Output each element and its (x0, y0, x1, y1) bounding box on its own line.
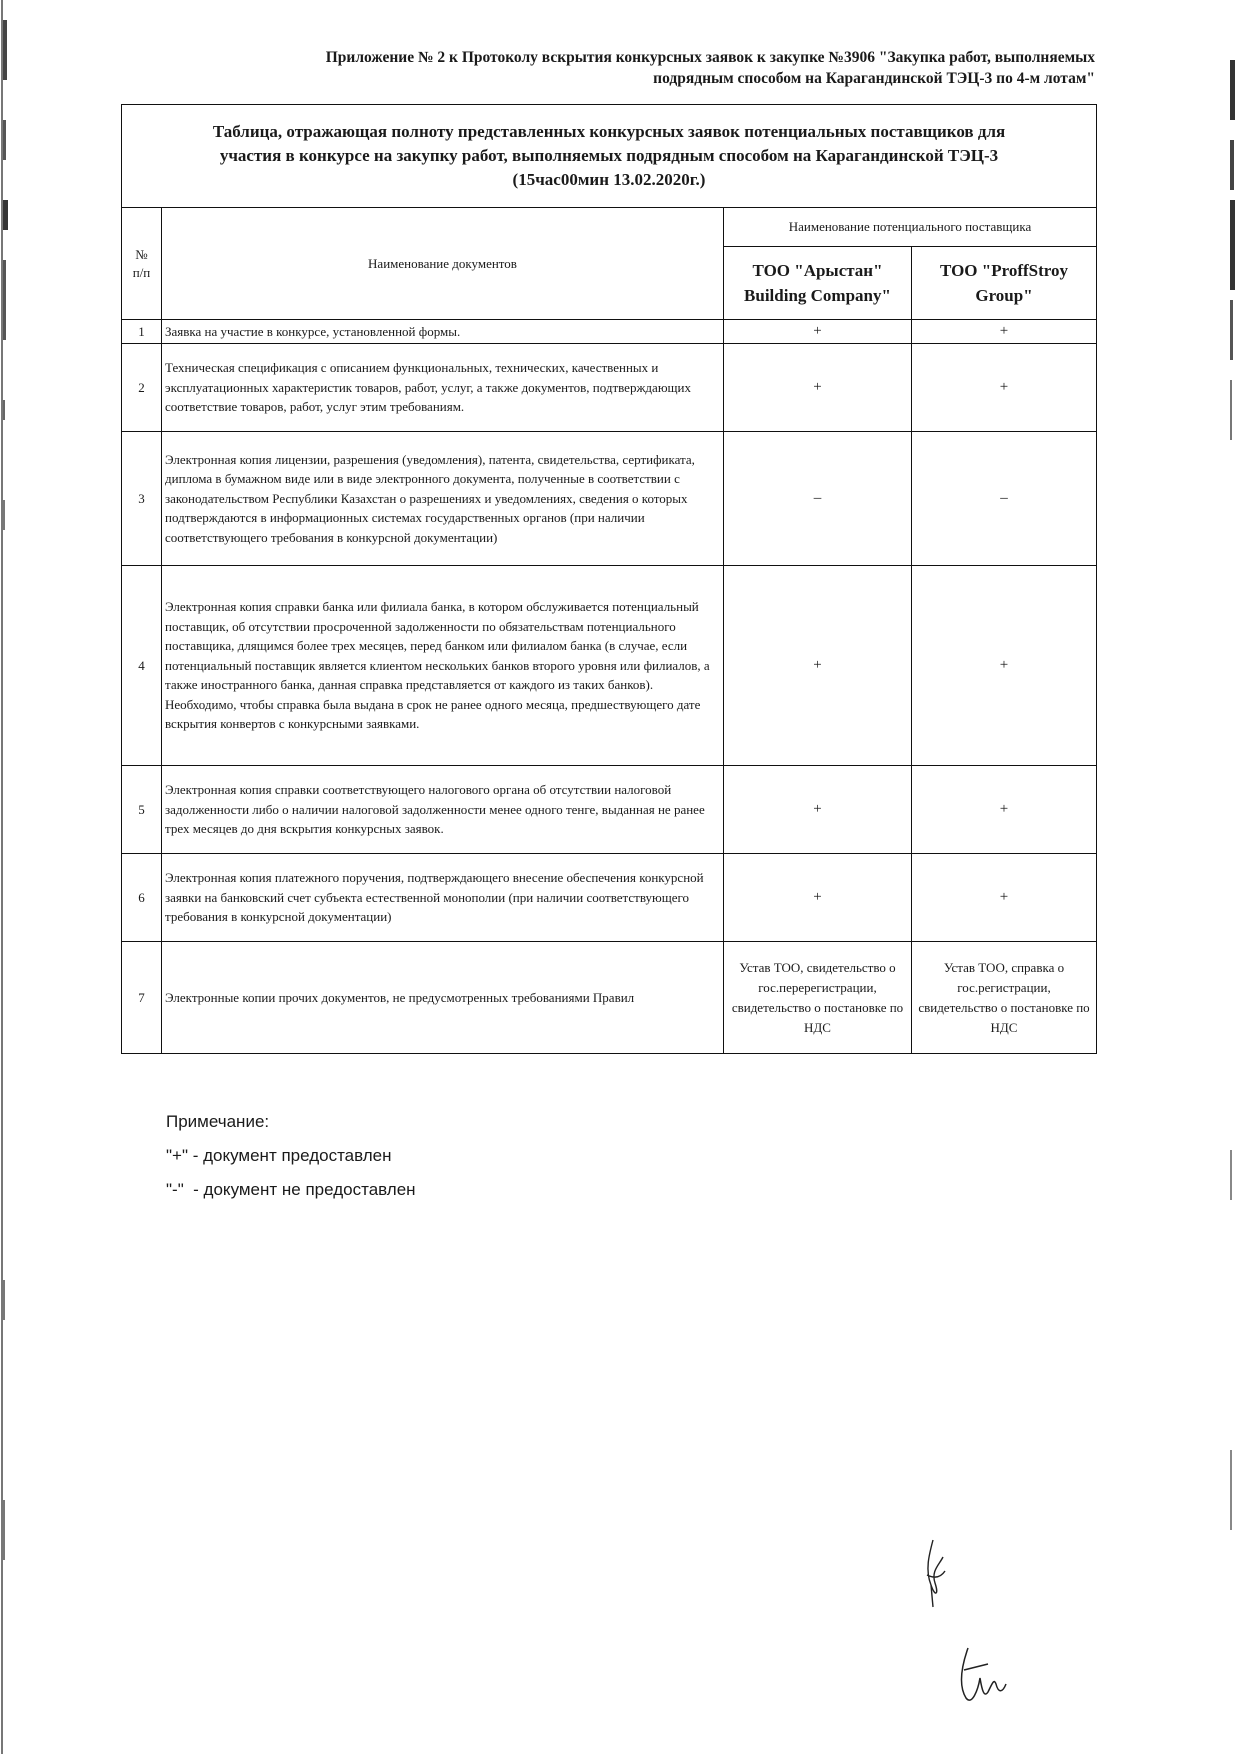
supplier-1-mark: + (724, 344, 912, 432)
document-name: Электронная копия справки соответствующего налогового органа об отсутствии налоговой задолженности либо о наличии налоговой задолженности менее одного тенге, выданная не ранее трех месяцев до дня вскрытия конкурсных заявок. (162, 766, 724, 854)
column-header-number (122, 208, 162, 320)
supplier-2-mark: – (912, 432, 1097, 566)
column-header-documents: Наименование документов (162, 208, 724, 320)
table-row (122, 766, 1097, 854)
supplier-1-name-line2: Building Company" (744, 286, 891, 305)
column-header-number-line1: № (135, 246, 148, 262)
supplier-1-mark: + (724, 854, 912, 942)
supplier-2-mark: + (912, 854, 1097, 942)
supplier-1-mark: + (724, 320, 912, 344)
document-name: Электронные копии прочих документов, не предусмотренных требованиями Правил (162, 942, 724, 1054)
supplier-2-name-line2: Group" (975, 286, 1033, 305)
table-title-row (122, 105, 1097, 208)
supplier-2-mark: + (912, 320, 1097, 344)
notes-section (166, 1105, 416, 1207)
appendix-header (170, 47, 1095, 89)
row-number: 5 (122, 766, 162, 854)
supplier-2-other-docs: Устав ТОО, справка о гос.регистрации, свидетельство о постановке по НДС (912, 942, 1097, 1054)
note-plus: "+" - документ предоставлен (166, 1146, 392, 1165)
completeness-table (121, 104, 1097, 1054)
row-number: 2 (122, 344, 162, 432)
supplier-2-mark: + (912, 344, 1097, 432)
supplier-2-name-line1: ТОО "ProffStroy (939, 261, 1069, 280)
table-title (122, 105, 1097, 208)
table-row (122, 432, 1097, 566)
column-header-number-line2: п/п (132, 264, 151, 280)
right-scan-edge (1228, 0, 1238, 1754)
row-number: 3 (122, 432, 162, 566)
document-name: Электронная копия платежного поручения, подтверждающего внесение обеспечения конкурсной заявки на банковский счет субъекта естественной монополии (при наличии соответствующего требования в конкурсной документации) (162, 854, 724, 942)
document-name: Электронная копия лицензии, разрешения (уведомления), патента, свидетельства, сертификата, диплома в бумажном виде или в виде электронного документа, полученные в соответствии с законодательством Республики Казахстан о разрешениях и уведомлениях, сведения о которых подтверждаются в информационных системах государственных органов (при наличии соответствующего требования в конкурсной документации) (162, 432, 724, 566)
table-title-line1: Таблица, отражающая полноту представленных конкурсных заявок потенциальных поставщиков для (212, 122, 1006, 141)
document-name: Электронная копия справки банка или филиала банка, в котором обслуживается потенциальный поставщик, об отсутствии просроченной задолженности по обязательствам потенциального поставщика, длящимся более трех месяцев, перед банком или филиалом банка (в случае, если потенциальный поставщик является клиентом нескольких банков второго уровня или филиалов, а также иностранного банка, данная справка представляется от каждого из таких банков). Необходимо, чтобы справка была выдана в срок не ранее одного месяца, предшествующего дате вскрытия конвертов с конкурсными заявками. (162, 566, 724, 766)
table-title-line2: участия в конкурсе на закупку работ, выполняемых подрядным способом на Карагандинской ТЭЦ-3 (219, 146, 999, 165)
notes-title: Примечание: (166, 1112, 270, 1131)
handwritten-signature-2 (950, 1640, 1020, 1710)
table-row (122, 854, 1097, 942)
supplier-1-mark: + (724, 766, 912, 854)
supplier-2-mark: + (912, 766, 1097, 854)
row-number: 1 (122, 320, 162, 344)
appendix-header-line2: подрядным способом на Карагандинской ТЭЦ-3 по 4-м лотам" (653, 70, 1095, 87)
table-title-line3: (15час00мин 13.02.2020г.) (512, 170, 706, 189)
table-row (122, 320, 1097, 344)
row-number: 7 (122, 942, 162, 1054)
document-name: Заявка на участие в конкурсе, установленной формы. (162, 320, 724, 344)
appendix-header-line1: Приложение № 2 к Протоколу вскрытия конкурсных заявок к закупке №3906 "Закупка работ, выполняемых (325, 49, 1095, 66)
supplier-1-name-line1: ТОО "Арыстан" (752, 261, 883, 280)
column-header-supplier-group: Наименование потенциального поставщика (724, 208, 1097, 247)
left-scan-edge (0, 0, 10, 1754)
document-name: Техническая спецификация с описанием функциональных, технических, качественных и эксплуатационных характеристик товаров, работ, услуг, а также документов, подтверждающих соответствие товаров, работ, услуг этим требованиям. (162, 344, 724, 432)
row-number: 4 (122, 566, 162, 766)
column-header-supplier-1 (724, 247, 912, 320)
table-header-row (122, 208, 1097, 247)
supplier-1-mark: – (724, 432, 912, 566)
supplier-1-mark: + (724, 566, 912, 766)
column-header-supplier-2 (912, 247, 1097, 320)
supplier-2-mark: + (912, 566, 1097, 766)
row-number: 6 (122, 854, 162, 942)
table-row (122, 942, 1097, 1054)
table-row (122, 344, 1097, 432)
note-minus: "-" - документ не предоставлен (166, 1180, 416, 1199)
supplier-1-other-docs: Устав ТОО, свидетельство о гос.перерегистрации, свидетельство о постановке по НДС (724, 942, 912, 1054)
table-row (122, 566, 1097, 766)
handwritten-signature-1 (905, 1535, 965, 1615)
